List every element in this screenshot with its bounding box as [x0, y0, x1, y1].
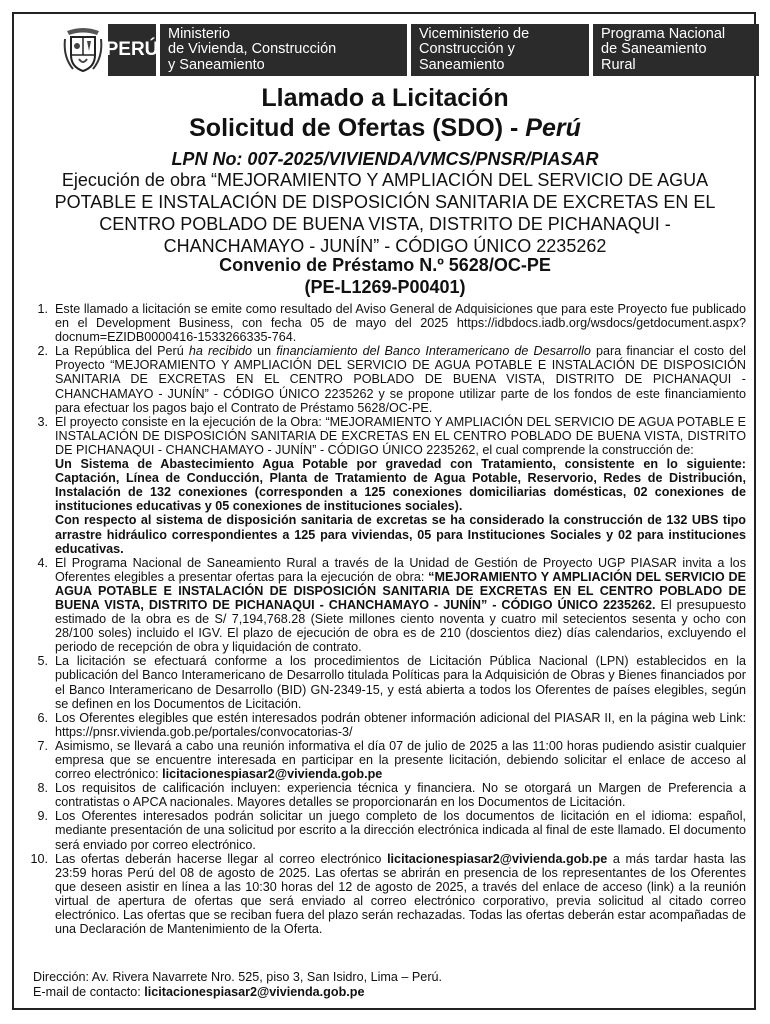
item-text: Los Oferentes elegibles que estén interesados podrán obtener información adicional del PIASAR II, en la página web Link: https://pnsr.vivienda.gob.pe/portales/convocatorias-3/: [55, 710, 746, 739]
list-item: [28, 302, 746, 344]
project-description: Ejecución de obra “MEJORAMIENTO Y AMPLIACIÓN DEL SERVICIO DE AGUA POTABLE E INSTALACIÓN DE DISPOSICIÓN SANITARIA DE EXCRETAS EN EL CENTRO POBLADO DE BUENA VISTA, DISTRITO DE PICHANAQUI - CHANCHAMAYO - JUNÍN” - CÓDIGO ÚNICO 2235262: [54, 170, 716, 256]
footer-address: Dirección: Av. Rivera Navarrete Nro. 525, piso 3, San Isidro, Lima – Perú.: [33, 970, 443, 984]
item-text-bold: “MEJORAMIENTO Y AMPLIACIÓN DEL SERVICIO DE AGUA POTABLE E INSTALACIÓN DE DISPOSICIÓN SANITARIA DE EXCRETAS EN EL CENTRO POBLADO DE BUENA VISTA, DISTRITO DE PICHANAQUI - CHANCHAMAYO - JUNÍN” - CÓDIGO ÚNICO 2235262.: [55, 569, 746, 612]
loan-code: (PE-L1269-P00401): [304, 277, 466, 297]
subtitle-text: Solicitud de Ofertas (SDO) -: [189, 114, 526, 142]
page-title: Llamado a Licitación: [261, 84, 509, 112]
vice-ministry-label: Viceministerio de Construcción y Saneamiento: [411, 24, 589, 76]
item-number: 3.: [37, 414, 48, 429]
subtitle-country: Perú: [525, 114, 581, 142]
item-text: La licitación se efectuará conforme a los procedimientos de Licitación Pública Nacional (LPN) establecidos en la publicación del Banco Interamericano de Desarrollo titulada Políticas para la Adquisición de Obras y Bienes financiados por el Banco Interamericano de Desarrollo (BID) GN-2349-15, y está abierta a todos los Oferentes de países elegibles, según se definen en los Documentos de Licitación.: [55, 654, 746, 711]
page-subtitle: [0, 114, 770, 143]
lpn-number: LPN No: 007-2025/VIVIENDA/VMCS/PNSR/PIASAR: [171, 149, 599, 169]
list-item: [28, 711, 746, 739]
item-text: Los requisitos de calificación incluyen: experiencia técnica y financiera. No se otorgará un Margen de Preferencia a contratistas o APCA nacionales. Mayores detalles se proporcionarán en los Documentos de Licitación.: [55, 781, 746, 810]
item-text: un: [252, 344, 277, 359]
list-item: [28, 415, 746, 556]
loan-agreement-number: Convenio de Préstamo N.º 5628/OC-PE: [219, 255, 551, 275]
list-item: [28, 852, 746, 937]
item-text-italic: ha recibido: [188, 344, 253, 359]
item-bold-paragraph: Un Sistema de Abastecimiento Agua Potable por gravedad con Tratamiento, consistente en lo siguiente: Captación, Línea de Conducción, Planta de Tratamiento de Agua Potable, Reservorio, Redes de Distribución, Instalación de 132 conexiones (corresponden a 125 conexiones domiciliarias domésticas, 02 conexiones de instituciones educativas y 05 conexiones de instituciones sociales).: [55, 457, 746, 514]
contact-email[interactable]: licitacionespiasar2@vivienda.gob.pe: [387, 851, 608, 866]
list-item: [28, 556, 746, 655]
peru-coat-of-arms-icon: [60, 24, 106, 76]
item-text: La República del Perú: [55, 344, 189, 359]
item-text-italic: financiamiento del Banco Interamericano de Desarrollo: [276, 344, 591, 359]
notice-items: [28, 302, 746, 936]
footer-email[interactable]: licitacionespiasar2@vivienda.gob.pe: [144, 985, 365, 999]
item-number: 1.: [37, 302, 48, 316]
item-text: Los Oferentes interesados podrán solicitar un juego completo de los documentos de licitación en el idioma: español, mediante presentación de una solicitud por escrito a la dirección electrónica indicada al final de este llamado. El documento será enviado por correo electrónico.: [55, 809, 746, 852]
item-text: Asimismo, se llevará a cabo una reunión informativa el día 07 de julio de 2025 a las 11:00 horas pudiendo asistir cualquier empresa que se encuentre interesada en participar en la presente licitación, debiendo solicitar el enlace de acceso al correo electrónico:: [55, 738, 746, 782]
list-item: [28, 781, 746, 809]
contact-email[interactable]: licitacionespiasar2@vivienda.gob.pe: [162, 767, 383, 782]
item-number: 2.: [37, 344, 48, 359]
item-number: 5.: [37, 654, 48, 669]
peru-label: PERÚ: [108, 24, 156, 76]
program-label: Programa Nacional de Saneamiento Rural: [593, 24, 759, 76]
footer-email-label: E-mail de contacto:: [33, 985, 145, 999]
list-item: [28, 344, 746, 414]
item-text: El Programa Nacional de Saneamiento Rural a través de la Unidad de Gestión de Proyecto UGP PIASAR invita a los Oferentes elegibles a presentar ofertas para la ejecución de obra:: [55, 555, 746, 584]
list-item: [28, 654, 746, 710]
item-number: 4.: [37, 555, 48, 570]
item-text: El proyecto consiste en la ejecución de la Obra: “MEJORAMIENTO Y AMPLIACIÓN DEL SERVICIO DE AGUA POTABLE E INSTALACIÓN DE DISPOSICIÓN SANITARIA DE EXCRETAS EN EL CENTRO POBLADO DE BUENA VISTA, DISTRITO DE PICHANAQUI - CHANCHAMAYO - JUNÍN” - CÓDIGO ÚNICO 2235262, el cual comprende la construcción de:: [55, 414, 746, 457]
item-text: a más tardar hasta las 23:59 horas Perú del 08 de agosto de 2025. Las ofertas se abrirán en presencia de los representantes de los Oferentes que deseen asistir en línea a las 10:30 horas del 12 de agosto de 2025, a través del enlace de acceso (link) a la reunión virtual de apertura de ofertas que será enviado al correo electrónico corporativo, previa solicitud al citado correo electrónico. Las ofertas que se reciban fuera del plazo serán rechazadas. Todas las ofertas deberán estar acompañadas de una Declaración de Mantenimiento de la Oferta.: [55, 851, 746, 937]
item-text: para financiar el costo del Proyecto “MEJORAMIENTO Y AMPLIACIÓN DEL SERVICIO DE AGUA POTABLE E INSTALACIÓN DE DISPOSICIÓN SANITARIA DE EXCRETAS EN EL CENTRO POBLADO DE BUENA VISTA, DISTRITO DE PICHANAQUI - CHANCHAMAYO - JUNÍN” - CÓDIGO ÚNICO 2235262 y se propone utilizar parte de los fondos de este financiamiento para efectuar los pagos bajo el Contrato de Préstamo 5628/OC-PE.: [55, 344, 746, 415]
item-number: 7.: [37, 738, 48, 753]
footer: [33, 970, 442, 1000]
item-bold-paragraph: Con respecto al sistema de disposición sanitaria de excretas se ha considerado la construcción de 132 UBS tipo arrastre hidráulico correspondientes a 125 para viviendas, 05 para Instituciones Sociales y 02 para instituciones educativas.: [55, 513, 746, 556]
list-item: [28, 809, 746, 851]
footer-contact: [33, 985, 442, 1000]
item-number: 10.: [30, 851, 48, 866]
item-number: 9.: [37, 809, 48, 824]
item-text: Este llamado a licitación se emite como resultado del Aviso General de Adquisiciones que para este Proyecto fue publicado en el Development Business, con fecha 05 de mayo del 2025 https://idbdocs.iadb.org/wsdocs/getdocument.aspx?docnum=EZIDB0000416-1533266335-764.: [55, 302, 746, 345]
ministry-label: Ministerio de Vivienda, Construcción y Saneamiento: [160, 24, 407, 76]
item-text: Las ofertas deberán hacerse llegar al correo electrónico: [55, 851, 388, 866]
loan-agreement: [0, 254, 770, 298]
header-bar: [60, 24, 759, 76]
list-item: [28, 739, 746, 781]
item-number: 8.: [37, 781, 48, 796]
item-number: 6.: [37, 710, 48, 725]
item-text: El presupuesto estimado de la obra es de S/ 7,194,768.28 (Siete millones ciento noventa y cuatro mil setecientos sesenta y ocho con 28/100 soles) incluido el IGV. El plazo de ejecución de obra es de 210 (doscientos diez) días calendarios, excluyendo el periodo de recepción de obra y liquidación de contrato.: [55, 597, 746, 655]
